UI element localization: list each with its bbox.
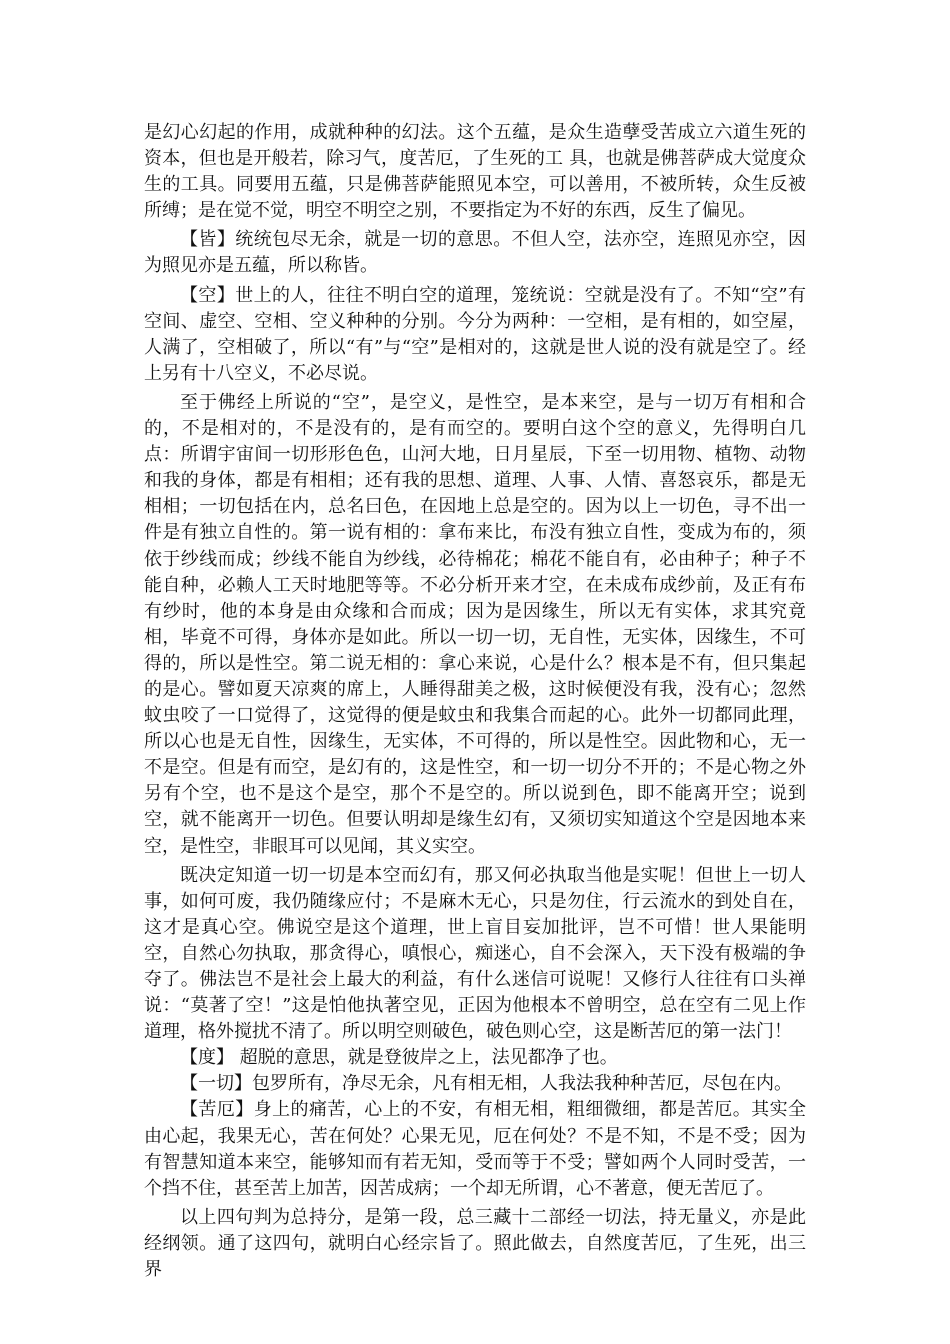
paragraph-text: 既决定知道一切一切是本空而幻有，那又何必执取当他是实呢！但世上一切人事，如何可废，我仍随缘应付；不是麻木无心，只是勿住，行云流水的到处自在，这才是真心空。佛说空是这个道理，世上盲目妄加批评，岂不可惜！世人果能明空，自然心勿执取，那贪得心，嗔恨心，痴迷心，自不会深入，天下没有极端的争夺了。佛法岂不是社会上最大的利益，有什么迷信可说呢！又修行人往往有口头禅说：“莫著了空！”这是怕他执著空见，正因为他根本不曾明空，总在空有二见上作道理，格外搅扰不清了。所以明空则破色，破色则心空，这是断苦厄的第一法门！: [144, 864, 806, 1043]
paragraph-text: 超脱的意思，就是登彼岸之上，法见都净了也。: [234, 1047, 618, 1069]
paragraph-text: 世上的人，往往不明白空的道理，笼统说：空就是没有了。不知“空”有空间、虚空、空相、空义种种的分别。今分为两种：一空相，是有相的，如空屋，人满了，空相破了，所以“有”与“空”是相对的，这就是世人说的没有就是空了。经上另有十八空义，不必尽说。: [144, 284, 806, 384]
paragraph: [144, 1071, 806, 1097]
paragraph: [144, 1205, 806, 1283]
paragraph: [144, 120, 806, 224]
document-page: [144, 120, 806, 1283]
paragraph-text: 包罗所有，净尽无余，凡有相无相，人我法我种种苦厄，尽包在内。: [252, 1073, 792, 1095]
paragraph: [144, 227, 806, 279]
paragraph: [144, 1097, 806, 1201]
term-heading: 【苦厄】: [180, 1099, 254, 1121]
paragraph: [144, 390, 806, 860]
paragraph-text: 身上的痛苦，心上的不安，有相无相，粗细微细，都是苦厄。其实全由心起，我果无心，苦在何处？心果无见，厄在何处？不是不知，不是不受；因为有智慧知道本来空，能够知而有若无知，受而等于不受；譬如两个人同时受苦，一个挡不住，甚至苦上加苦，因苦成病；一个却无所谓，心不著意，便无苦厄了。: [144, 1099, 807, 1199]
paragraph-text: 至于佛经上所说的“空”，是空义，是性空，是本来空，是与一切万有相和合的，不是相对的，不是没有的，是有而空的。要明白这个空的意义，先得明白几点：所谓宇宙间一切形形色色，山河大地，日月星辰，下至一切用物、植物、动物和我的身体，都是有相相；还有我的思想、道理、人事、人情、喜怒哀乐，都是无相相；一切包括在内，总名曰色，在因地上总是空的。因为以上一切色，寻不出一件是有独立自性的。第一说有相的：拿布来比，布没有独立自性，变成为布的，须依于纱线而成；纱线不能自为纱线，必待棉花；棉花不能自有，必由种子；种子不能自种，必赖人工天时地肥等等。不必分析开来才空，在未成布成纱前，及正有布有纱时，他的本身是由众缘和合而成；因为是因缘生，所以无有实体，求其究竟相，毕竟不可得，身体亦是如此。所以一切一切，无自性，无实体，因缘生，不可得的，所以是性空。第二说无相的：拿心来说，心是什么？根本是不有，但只集起的是心。譬如夏天凉爽的席上，人睡得甜美之极，这时候便没有我，没有心；忽然蚊虫咬了一口觉得了，这觉得的便是蚊虫和我集合而起的心。此外一切都同此理，所以心也是无自性，因缘生，无实体，不可得的，所以是性空。因此物和心，无一不是空。但是有而空，是幻有的，这是性空，和一切一切分不开的；不是心物之外另有个空，也不是这个是空，那个不是空的。所以说到色，即不能离开空；说到空，就不能离开一切色。但要认明却是缘生幻有，又须切实知道这个空是因地本来空，是性空，非眼耳可以见闻，其义实空。: [144, 391, 806, 857]
paragraph-text: 是幻心幻起的作用，成就种种的幻法。这个五蕴，是众生造孽受苦成立六道生死的资本，但也是开般若，除习气，度苦厄，了生死的工 具，也就是佛菩萨成大觉度众生的工具。同要用五蕴，只是佛菩萨能照见本空，可以善用，不被所转，众生反被所缚；是在觉不觉，明空不明空之别，不要指定为不好的东西，反生了偏见。: [144, 122, 806, 222]
paragraph-text: 统统包尽无余，就是一切的意思。不但人空，法亦空，连照见亦空，因为照见亦是五蕴，所以称皆。: [144, 229, 807, 277]
paragraph-text: 以上四句判为总持分，是第一段，总三藏十二部经一切法，持无量义，亦是此经纲领。通了这四句，就明白心经宗旨了。照此做去，自然度苦厄，了生死，出三界: [144, 1206, 806, 1281]
term-heading: 【一切】: [180, 1073, 252, 1095]
term-heading: 【度】: [180, 1047, 234, 1069]
term-heading: 【空】: [180, 284, 236, 306]
term-heading: 【皆】: [180, 229, 236, 251]
paragraph: [144, 863, 806, 1046]
paragraph: [144, 1045, 806, 1071]
paragraph: [144, 283, 806, 387]
